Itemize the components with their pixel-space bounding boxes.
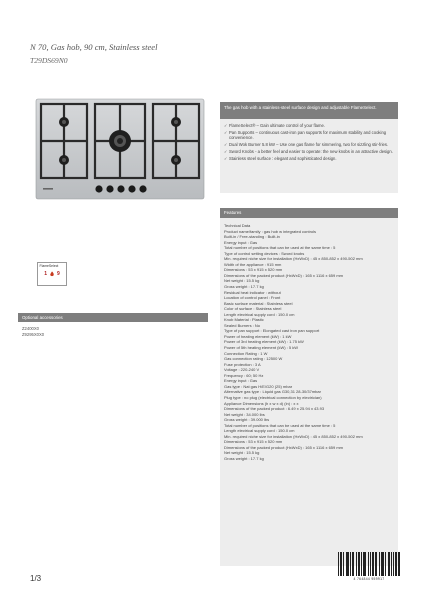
feature-line: Min. required niche size for installation (HxWxD) : 45 x 850-852 x 490-502 mm xyxy=(224,256,363,262)
feature-line: Gross weight : 17.7 kg xyxy=(224,284,264,290)
feature-line: Location of control panel : Front xyxy=(224,295,281,301)
feature-line: Plug type : no plug (electrical connection by electrician) xyxy=(224,394,322,400)
accessories-heading: Optional accessories xyxy=(18,313,208,322)
product-image-gas-hob xyxy=(35,98,205,200)
feature-line: Built-in / Free-standing : Built-in xyxy=(224,234,280,240)
feature-line: Alternative gas type : Liquid gas G30,31 28-30/37mbar xyxy=(224,389,321,395)
barcode-bars xyxy=(338,552,400,576)
feature-line: Gross weight : 17.7 kg xyxy=(224,455,264,461)
accessories-list xyxy=(18,322,208,342)
features-heading: Features xyxy=(220,208,398,218)
gas-hob-illustration xyxy=(35,98,205,200)
barcode xyxy=(338,552,400,582)
feature-line: Width of the appliance : 915 mm xyxy=(224,261,282,267)
feature-line: Dimensions of the packed product (HxWxD) : 165 x 1116 x 659 mm xyxy=(224,272,344,278)
features-panel xyxy=(220,208,398,566)
benefit-item: ✓ FlameSelect® – Gain ultimate control of your flame. xyxy=(224,123,325,128)
feature-line: Length electrical supply cord : 150.0 cm xyxy=(224,428,295,434)
feature-line: Residual heat indicator : without xyxy=(224,289,281,295)
feature-line: Energy input : Gas xyxy=(224,378,258,384)
feature-line: Gross weight : 39.000 lbs xyxy=(224,417,270,423)
flameselect-badge xyxy=(37,262,67,286)
benefit-item: ✓ Stainless steel surface : elegant and sophisticated design. xyxy=(224,155,337,161)
benefit-item: ✓ Dual Wok Burner 5.8 kW – Use one gas flame for simmering, two for sizzling stir-fries. xyxy=(224,142,389,148)
feature-line: Total number of positions that can be used at the same time : 5 xyxy=(224,245,336,251)
feature-line: Energy input : Gas xyxy=(224,239,258,245)
feature-line: Gas type : Nat gas H/E/G20 (25) mbar xyxy=(224,383,293,389)
feature-line: Type of pan support : Elongated cast iron pan support xyxy=(224,328,320,334)
badge-label: FlameSelect xyxy=(39,264,59,268)
features-subheading: Technical Data xyxy=(224,223,251,228)
feature-line: Fuse protection : 3 A xyxy=(224,361,261,367)
feature-line: Knob Material : Plastic xyxy=(224,317,264,323)
barcode-number: 4 764844 959917 xyxy=(353,577,385,581)
accessory-item: Z9295X0X0 xyxy=(22,332,45,337)
benefits-list xyxy=(220,119,398,193)
feature-line: Product name/family : gas hob w integrated controls xyxy=(224,228,317,234)
check-icon: ✓ xyxy=(224,148,228,154)
feature-line: Net weight : 34.000 lbs xyxy=(224,411,265,417)
feature-line: Gas connection rating : 12500 W xyxy=(224,356,283,362)
feature-line: Power of 3rd heating element (kW) : 1.75 kW xyxy=(224,339,304,345)
feature-line: Power of 5th heating element (kW) : 5 kW xyxy=(224,345,299,351)
feature-line: Appliance Dimensions (h x w x d) (in) : x x xyxy=(224,400,299,406)
feature-line: Type of control setting devices : Sword knobs xyxy=(224,250,305,256)
product-sku: T29DS69N0 xyxy=(30,56,68,65)
feature-line: Color of surface : Stainless steel xyxy=(224,306,282,312)
accessory-item: Z2400X0 xyxy=(22,326,39,331)
flame-icon xyxy=(49,271,55,277)
optional-accessories-section xyxy=(18,313,208,342)
check-icon: ✓ xyxy=(224,123,228,128)
feature-line: Min. required niche size for installation (HxWxD) : 45 x 850-852 x 490-502 mm xyxy=(224,433,363,439)
feature-line: Net weight : 15.5 kg xyxy=(224,450,260,456)
page-number: 1/3 xyxy=(30,574,42,583)
benefits-heading: The gas hob with a stainless-steel surface design and adjustable FlameSelect. xyxy=(220,102,398,119)
badge-right-value: 9 xyxy=(57,271,60,277)
feature-line: Dimensions of the packed product : 6.49 x 25.94 x 43.93 xyxy=(224,406,325,412)
feature-line: Power of heating element (kW) : 1 kW xyxy=(224,333,292,339)
feature-line: Dimensions of the packed product (HxWxD) : 165 x 1116 x 659 mm xyxy=(224,444,344,450)
features-list xyxy=(220,218,398,566)
product-title-block xyxy=(30,42,157,66)
feature-line: Frequency : 60; 50 Hz xyxy=(224,372,264,378)
feature-line: Dimensions : 53 x 915 x 520 mm xyxy=(224,439,283,445)
benefits-panel xyxy=(220,102,398,193)
feature-line: Connection Rating : 1 W xyxy=(224,350,268,356)
check-icon: ✓ xyxy=(224,155,228,161)
feature-line: Length electrical supply cord : 150.0 cm xyxy=(224,311,295,317)
feature-line: Basic surface material : Stainless steel xyxy=(224,300,293,306)
feature-line: Sealed Burners : No xyxy=(224,322,261,328)
product-model: N 70, Gas hob, 90 cm, Stainless steel xyxy=(30,42,158,52)
feature-line: Net weight : 15.5 kg xyxy=(224,278,260,284)
feature-line: Total number of positions that can be used at the same time : 5 xyxy=(224,422,336,428)
feature-line: Dimensions : 53 x 915 x 520 mm xyxy=(224,267,283,273)
feature-line: Voltage : 220-240 V xyxy=(224,367,260,373)
check-icon: ✓ xyxy=(224,142,228,148)
benefit-item: ✓ Sword Knobs - a better feel and easier to operate: the new knobs in an attractive design. xyxy=(224,148,393,154)
badge-left-value: 1 xyxy=(44,271,47,277)
benefit-item: ✓ Pan Supports – continuous cast-iron pan supports for maximum stability and cooking convenience. xyxy=(224,129,387,141)
check-icon: ✓ xyxy=(224,129,228,135)
